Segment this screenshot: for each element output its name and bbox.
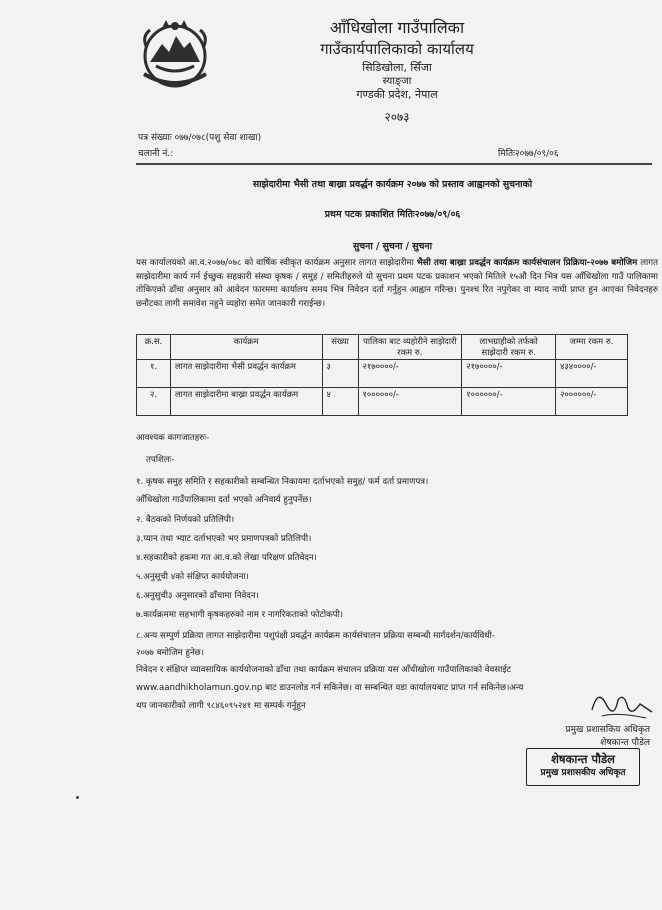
stamp-name: शेषकान्त पौडेल	[551, 752, 615, 766]
office-name: गाउँकार्यपालिकाको कार्यालय	[320, 40, 474, 58]
header-sn: क्र.स.	[137, 335, 171, 360]
notice-body-part-2: लागत साझेदारीमा कार्य गर्न ईच्छुक सहकारी संस्था कृषक / समुह / समितीहरुले यो सुचना प्रथम पटक प्रकाशन भएको मितिले १५औ दिन भित्र यस आँधिखोला गाउँ पालिकामा तोकिएको ढाँचा अनुसार को आवेदन फारममा कार्यालय समय भित्र निवेदन दर्ता गर्नुहुन आह्वान गरिन्छ। पुनश्च रित नपुगेका वा म्याद नाघी प्राप्त हुन आएका निवेदनहरु छनौटका लागी समावेश नहुने व्यहोरा समेत जानकारी गराईन्छ।	[136, 258, 658, 309]
documents-subheading: तपशिलः-	[146, 455, 175, 465]
notice-body-bold: भैसी तथा बाख्रा प्रवर्द्धन कार्यक्रम कार्यसंचालन प्रिक्रिया-२०७७ बमोजिम	[416, 258, 638, 268]
list-item: २०७७ बमोजिम हुनेछ।	[136, 648, 204, 658]
cell-municipality-amount: १००००००/-	[358, 388, 462, 416]
signatory-title: प्रमुख प्रशासकिय अधिकृत	[565, 725, 650, 735]
notice-body	[136, 257, 658, 311]
address-line-1: सिडिखोला, सिँजा	[362, 61, 432, 74]
notice-title: साझेदारीमा भैसी तथा बाख्रा प्रवर्द्धन कार्यक्रम २०७७ को प्रस्ताव आह्वानको सुचनाको	[252, 179, 533, 190]
list-item: १. कृषक समुह समिति र सहकारीको सम्बन्धित निकायमा दर्ताभएको समुह/ फर्म दर्ता प्रमाणपत्र।	[136, 477, 429, 487]
list-item: थप जानकारीको लागी ९८४६०९५२४१ मा सम्पर्क गर्नुहुन	[136, 701, 306, 711]
official-stamp	[526, 748, 640, 786]
header-count: संख्या	[322, 335, 358, 360]
address-line-2: स्याङ्जा	[382, 76, 412, 87]
established-year: २०७३	[384, 110, 410, 124]
list-item: ५.अनुसूची ४को संक्षिप्त कार्ययोजना।	[136, 572, 249, 582]
list-item: २. बैठकको निर्णयको प्रतिलिपी।	[136, 515, 235, 525]
header-municipality-amount: पालिका बाट व्यहोरीने साझेदारी रकम रु.	[358, 335, 462, 360]
notice-heading: सुचना / सुचना / सुचना	[352, 241, 432, 252]
dispatch-number: चलानी नं.:	[138, 149, 174, 159]
list-item: ३.प्यान तथा भ्याट दर्ताभएको भए प्रमाणपत्रको प्रतिलिपी।	[136, 534, 312, 544]
cell-municipality-amount: २१७००००/-	[358, 360, 462, 388]
list-item: ४.सहकारीको हकमा गत आ.व.को लेखा परिक्षण प्रतिवेदन।	[136, 553, 317, 563]
cell-count: ३	[322, 360, 358, 388]
cell-beneficiary-amount: १००००००/-	[462, 388, 556, 416]
letter-number: पत्र संख्याः ०७७/०७८(पशु सेवा शाखा)	[138, 133, 262, 143]
program-table	[136, 334, 628, 416]
table-header-row	[137, 335, 628, 360]
list-item: निवेदन र संक्षिप्त व्यावसायिक कार्ययोजनाको ढाँचा तथा कार्यक्रम संचालन प्रक्रिया यस आँधीखोला गाउँपालिकाको वेवसाईट	[136, 665, 511, 675]
org-name: आँधिखोला गाउँपालिका	[329, 18, 465, 37]
cell-beneficiary-amount: २१७००००/-	[462, 360, 556, 388]
cell-sn: १.	[137, 360, 171, 388]
header-total-amount: जम्मा रकम रु.	[556, 335, 628, 360]
letter-date: मितिः२०७७/०९/०६	[498, 149, 559, 159]
header-program: कार्यक्रम	[170, 335, 322, 360]
list-item: ६.अनुसुची३ अनुसारको ढाँचामा निवेदन।	[136, 591, 259, 601]
list-item: ८.अन्य सम्पुर्ण प्रक्रिया लागत साझेदारीमा पशुपंक्षी प्रवर्द्धन कार्यक्रम कार्यसंचालन प्रक्रिया सम्बन्धी मार्गदर्शन/कार्यविधी-	[136, 631, 495, 641]
list-item: www.aandhikholamun.gov.np बाट डाउनलोड गर्न सकिनेछ। वा सम्बन्धित वडा कार्यालयबाट प्राप्त गर्न सकिनेछ।अन्य	[136, 683, 524, 693]
notice-body-part-1: यस कार्यालयको आ.व.२०७७/०७८ को वार्षिक स्वीकृत कार्यक्रम अनुसार लागत साझेदारीमा	[136, 258, 417, 268]
stamp-title: प्रमुख प्रशासकीय अधिकृत	[540, 768, 626, 778]
signatory-name: शेषकान्त पौडेल	[600, 738, 650, 748]
cell-program: लागत साझेदारीमा बाख्रा प्रवर्द्धन कार्यक्रम	[170, 388, 322, 416]
header-divider	[136, 163, 652, 165]
cell-sn: २.	[137, 388, 171, 416]
list-item: आँधिखोला गाउँपालिकामा दर्ता भएको अनिवार्य हुनुपर्नेछ।	[136, 495, 312, 505]
speck	[76, 796, 79, 799]
government-emblem-icon	[136, 16, 214, 92]
province: गण्डकी प्रदेश, नेपाल	[356, 88, 438, 101]
cell-program: लागत साझेदारीमा भैसी प्रवर्द्धन कार्यक्रम	[170, 360, 322, 388]
cell-count: ४	[322, 388, 358, 416]
handwritten-signature-icon	[588, 682, 656, 722]
cell-total-amount: २००००००/-	[556, 388, 628, 416]
table-row	[137, 388, 628, 416]
header-beneficiary-amount: लाभग्राहीको तर्फको साझेदारी रकम रु.	[462, 335, 556, 360]
table-row	[137, 360, 628, 388]
documents-heading: आवश्यक कागजातहरुः-	[136, 433, 210, 443]
list-item: ७.कार्यक्रममा सहभागी कृषकहरुको नाम र नागरिकताको फोटोकपी।	[136, 610, 344, 620]
cell-total-amount: ४३४००००/-	[556, 360, 628, 388]
published-date: प्रथम पटक प्रकाशित मितिः२०७७/०९/०६	[324, 209, 461, 220]
